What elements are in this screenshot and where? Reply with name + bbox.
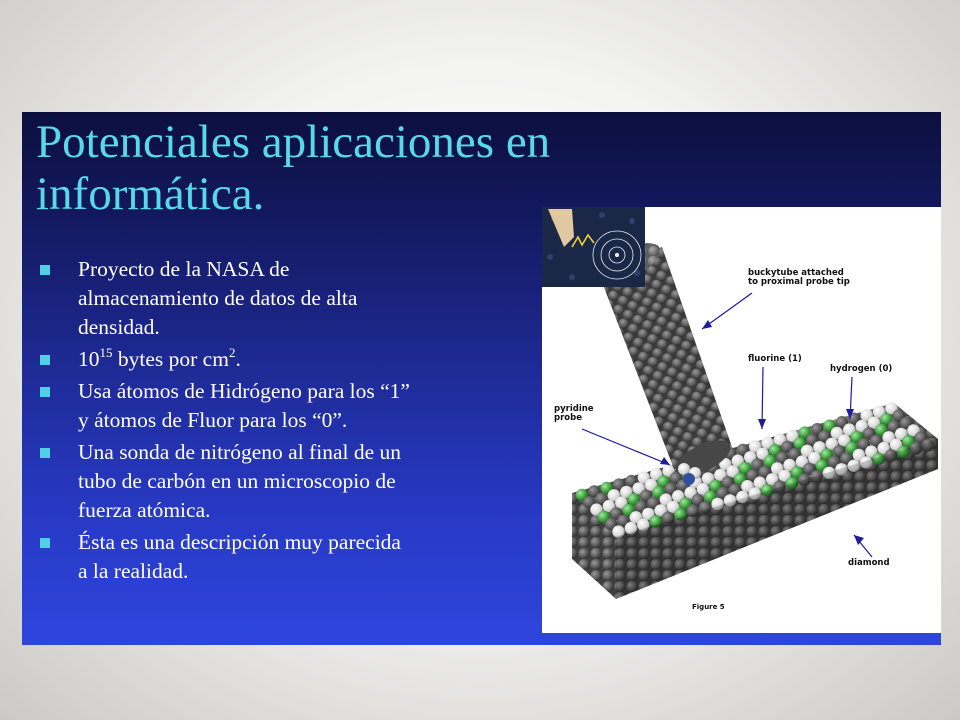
label-buckytube: [748, 269, 850, 287]
bullet-line: tubo de carbón en un microscopio de: [78, 469, 396, 493]
density-base: 10: [78, 347, 100, 371]
square-bullet-icon: [40, 448, 50, 458]
label-fluorine: fluorine (1): [748, 354, 802, 364]
bullet-line: Ésta es una descripción muy parecida: [78, 530, 401, 554]
bullet-line: fuerza atómica.: [78, 498, 211, 522]
bullet-list: [36, 255, 536, 589]
label-hydrogen: hydrogen (0): [830, 364, 893, 374]
square-bullet-icon: [40, 538, 50, 548]
probe-tip-inset: [542, 207, 645, 287]
density-period: .: [235, 347, 241, 371]
bullet-line: Una sonda de nitrógeno al final de un: [78, 440, 402, 464]
bullet-item: [36, 255, 536, 342]
bullet-item: [36, 438, 536, 525]
bullet-line: y átomos de Fluor para los “0”.: [78, 408, 348, 432]
square-bullet-icon: [40, 265, 50, 275]
square-bullet-icon: [40, 355, 50, 365]
bullet-item: [36, 377, 536, 435]
square-bullet-icon: [40, 387, 50, 397]
label-pyridine-line-2: probe: [554, 413, 582, 423]
slide-title-line-2: informática.: [36, 168, 265, 220]
density-exponent: 15: [99, 344, 113, 360]
slide-title-line-1: Potenciales aplicaciones en: [36, 116, 551, 168]
bullet-line: [78, 345, 536, 374]
bullet-line: Usa átomos de Hidrógeno para los “1”: [78, 379, 410, 403]
bullet-item: [36, 345, 536, 374]
bullet-line: almacenamiento de datos de alta: [78, 286, 358, 310]
area-exponent: 2: [228, 344, 236, 360]
nanotube-figure: [542, 207, 941, 633]
bullet-line: Proyecto de la NASA de: [78, 257, 290, 281]
bullet-line: a la realidad.: [78, 559, 189, 583]
density-text: bytes por cm: [112, 347, 229, 371]
label-diamond: diamond: [848, 558, 890, 568]
label-pyridine-line-1: pyridine: [554, 404, 594, 414]
slide: [22, 112, 941, 645]
label-buckytube-line-1: buckytube attached: [748, 268, 844, 278]
figure-caption: Figure 5: [692, 603, 725, 611]
bullet-item: [36, 528, 536, 586]
bullet-line: densidad.: [78, 315, 160, 339]
slide-title: [36, 116, 756, 220]
label-pyridine-probe: [554, 405, 594, 423]
probe-tip-inset-image: [542, 207, 645, 287]
label-buckytube-line-2: to proximal probe tip: [748, 277, 850, 287]
diamond-slab: [572, 402, 938, 599]
